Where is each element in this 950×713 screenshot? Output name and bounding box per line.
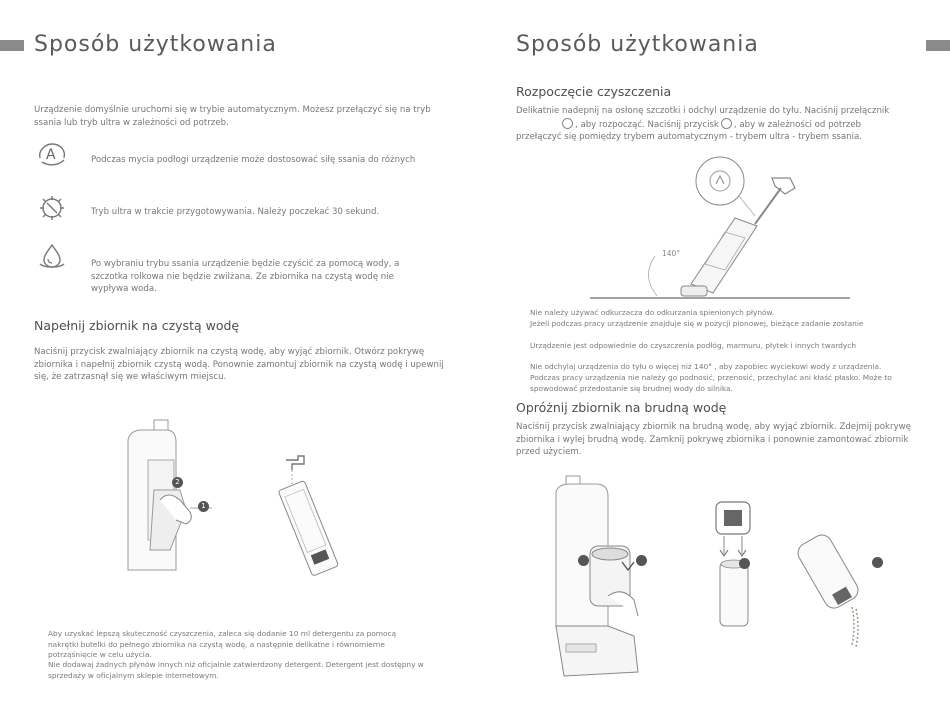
vacuum-dirty-tank-illustration — [546, 476, 656, 696]
detergent-warning: Nie dodawaj żadnych płynów innych niż oficjalnie zatwierdzony detergent. Detergent jest dostępny w sprzedaży w oficjalnym sklepie internetowym. — [48, 660, 424, 680]
dirty-step-badge-4 — [872, 557, 883, 568]
empty-tank-heading: Opróżnij zbiornik na brudną wodę — [516, 400, 727, 415]
fill-tank-text: Naciśnij przycisk zwalniający zbiornik na czystą wodę, aby wyjąć zbiornik. Otwórz pokrywę zbiornika i napełnij zbiornik czystą wodą. Ponownie zamontuj zbiornik na czystą wodę i upewnij się, że zatrzasnął się we właściwym miejscu. — [34, 347, 444, 382]
tilt-angle-label: 140° — [662, 249, 681, 258]
water-drop-icon — [38, 242, 66, 272]
usage-note-1: Nie należy używać odkurzacza do odkurzania spienionych płynów. — [530, 308, 775, 317]
left-page-title: Sposób użytkowania — [34, 32, 277, 57]
dirty-step-badge-2 — [636, 555, 647, 566]
dirty-step-badge-1 — [578, 555, 589, 566]
start-cleaning-heading: Rozpoczęcie czyszczenia — [516, 84, 672, 99]
dirty-step-badge-3 — [739, 558, 750, 569]
tilt-vacuum-illustration — [585, 148, 855, 303]
start-text-line1: Delikatnie nadepnij na osłonę szczotki i odchyl urządzenie do tyłu. Naciśnij przełącznik — [516, 106, 890, 116]
usage-note-2: Jeżeli podczas pracy urządzenie znajduje się w pozycji pionowej, bieżące zadanie zostanie — [530, 319, 864, 328]
mode-text-suction: Po wybraniu trybu ssania urządzenie będzie czyścić za pomocą wody, a szczotka rolkowa nie będzie zwilżana. Ze zbiornika na czystą wodę nie wypływa woda. — [91, 259, 400, 294]
left-intro-text: Urządzenie domyślnie uruchomi się w trybie automatycznym. Możesz przełączyć się na tryb ssania lub tryb ultra w zależności od potrzeb. — [34, 105, 431, 128]
usage-note-5: Podczas pracy urządzenia nie należy go podnosić, przenosić, przechylać ani kłaść płasko. Może to spowodować przedostanie się brudnej wody do silnika. — [530, 373, 892, 393]
mode-button-icon — [721, 118, 732, 129]
start-text-line2a: , aby rozpocząć. Naciśnij przycisk — [575, 119, 719, 130]
svg-text:A: A — [46, 147, 56, 163]
mode-text-auto: Podczas mycia podłogi urządzenie może dostosować siłę ssania do różnych — [91, 155, 416, 165]
start-text-line2b: , aby w zależności od potrzeb — [733, 119, 861, 130]
right-page-tab — [926, 40, 950, 51]
auto-mode-icon — [34, 140, 70, 168]
pouring-dirty-water-illustration — [790, 535, 890, 655]
step-badge-2: 2 — [172, 477, 183, 488]
empty-tank-text: Naciśnij przycisk zwalniający zbiornik na brudną wodę, aby wyjąć zbiornik. Zdejmij pokrywę zbiornika i wylej brudną wodę. Zamknij pokrywę zbiornika i ponownie zamontować zbiornik przed użyciem. — [516, 422, 911, 457]
fill-tank-heading: Napełnij zbiornik na czystą wodę — [34, 318, 240, 333]
usage-note-3: Urządzenie jest odpowiednie do czyszczenia podłóg, marmuru, płytek i innych twardych — [530, 341, 856, 350]
right-page-title: Sposób użytkowania — [516, 32, 759, 57]
power-icon — [562, 118, 573, 129]
usage-note-4: Nie odchylaj urządzenia do tyłu o więcej niż 140° , aby zapobiec wyciekowi wody z urządzenia. — [530, 362, 882, 371]
mode-text-ultra: Tryb ultra w trakcie przygotowywania. Należy poczekać 30 sekund. — [91, 207, 380, 217]
tank-under-faucet-illustration — [268, 452, 358, 577]
ultra-mode-icon — [38, 194, 68, 222]
left-page-tab — [0, 40, 24, 51]
start-text-line3: przełączyć się pomiędzy trybem automatycznym - trybem ultra - trybem ssania. — [516, 132, 862, 142]
detergent-note: Aby uzyskać lepszą skuteczność czyszczenia, zaleca się dodanie 10 ml detergentu za pomocą nakrętki butelki do pełnego zbiornika na czystą wodę, a następnie delikatne i równomierne potrząśnięcie w celu użycia. — [48, 629, 397, 659]
fill-tank-illustration — [120, 420, 230, 580]
start-cleaning-text — [516, 105, 916, 144]
tank-lid-removed-illustration — [706, 500, 766, 630]
step-badge-1: 1 — [198, 501, 209, 512]
